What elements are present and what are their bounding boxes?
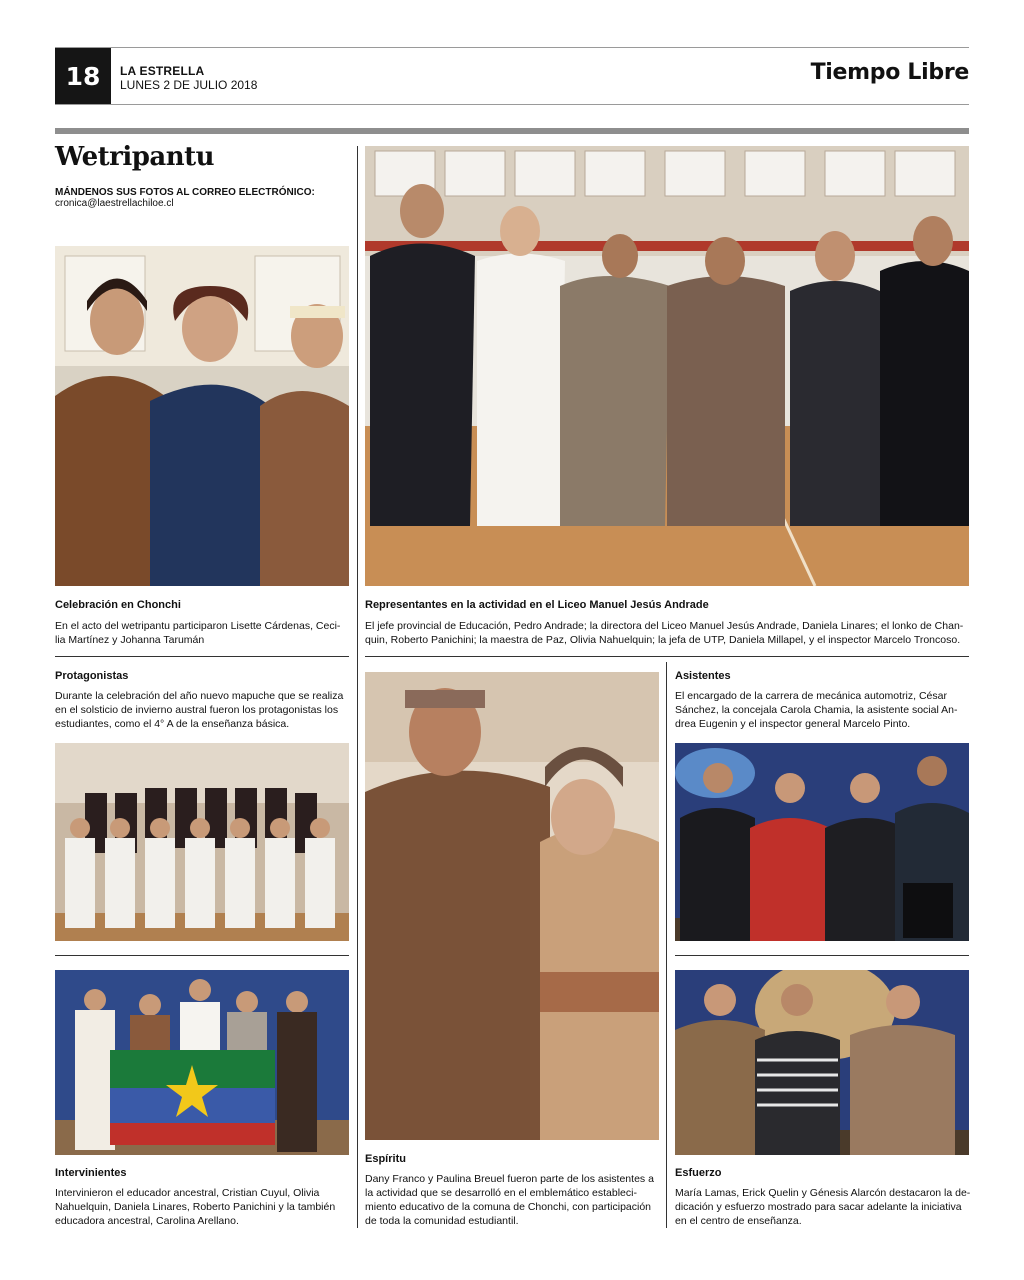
caption-text-asistentes: El encargado de la carrera de mecánica automotriz, César Sánchez, la concejala Carola Chamia, la asistente social An- drea Eugenin y el inspector general Marcelo Pinto.	[675, 690, 958, 730]
photo-esfuerzo	[675, 970, 969, 1155]
photo-asistentes	[675, 743, 969, 941]
photo-espiritu	[365, 672, 659, 1140]
caption-title-protagonistas: Protagonistas	[55, 670, 129, 682]
contact-email[interactable]: cronica@laestrellachiloe.cl	[55, 198, 174, 209]
row-divider-left-lower	[55, 955, 349, 956]
section-divider	[55, 128, 969, 134]
row-divider-left	[55, 656, 349, 657]
article-title: Wetripantu	[55, 142, 215, 172]
photo-protagonistas	[55, 743, 349, 941]
caption-text-celebracion: En el acto del wetripantu participaron Lisette Cárdenas, Ceci- lia Martínez y Johanna Tarumán	[55, 620, 341, 646]
photo-intervinientes	[55, 970, 349, 1155]
photo-representantes	[365, 146, 969, 586]
photo-celebracion-chonchi	[55, 246, 349, 586]
header-bottom-rule	[55, 104, 969, 105]
column-divider-left	[357, 146, 358, 1228]
caption-text-esfuerzo: María Lamas, Erick Quelin y Génesis Alarcón destacaron la de- dicación y esfuerzo mostrado para sacar adelante la iniciativa en el centro de enseñanza.	[675, 1187, 971, 1227]
caption-title-representantes: Representantes en la actividad en el Liceo Manuel Jesús Andrade	[365, 599, 709, 611]
caption-text-intervinientes: Intervinieron el educador ancestral, Cristian Cuyul, Olivia Nahuelquin, Daniela Linares, Roberto Panichini y la también educadora ancestral, Carolina Arellano.	[55, 1187, 336, 1227]
caption-text-representantes: El jefe provincial de Educación, Pedro Andrade; la directora del Liceo Manuel Jesús Andrade, Daniela Linares; el lonko de Chan- quin, Roberto Panichini; la maestra de Paz, Olivia Nahuelquin; la jefa de UTP, Daniela Millapel, y el inspector Marcelo Troncoso.	[365, 620, 964, 646]
caption-title-espiritu: Espíritu	[365, 1153, 406, 1165]
row-divider-right	[365, 656, 969, 657]
column-divider-right	[666, 662, 667, 1228]
caption-title-asistentes: Asistentes	[675, 670, 731, 682]
page-number: 18	[55, 48, 111, 104]
row-divider-right-lower	[675, 955, 969, 956]
caption-text-protagonistas: Durante la celebración del año nuevo mapuche que se realiza en el solsticio de invierno austral fueron los protagonistas los estudiantes, como el 4° A de la enseñanza básica.	[55, 690, 344, 730]
newspaper-name: LA ESTRELLA	[120, 64, 205, 78]
publication-date: LUNES 2 DE JULIO 2018	[120, 78, 258, 92]
caption-title-esfuerzo: Esfuerzo	[675, 1167, 722, 1179]
caption-title-intervinientes: Intervinientes	[55, 1167, 127, 1179]
caption-title-celebracion: Celebración en Chonchi	[55, 599, 181, 611]
section-title: Tiempo Libre	[810, 60, 969, 85]
contact-label: MÁNDENOS SUS FOTOS AL CORREO ELECTRÓNICO:	[55, 187, 315, 198]
caption-text-espiritu: Dany Franco y Paulina Breuel fueron parte de los asistentes a la actividad que se desarrolló en el emblemático estableci- miento educativo de la comuna de Chonchi, con participación de toda la comunidad estudiantil.	[365, 1173, 654, 1227]
header-top-rule	[55, 47, 969, 48]
